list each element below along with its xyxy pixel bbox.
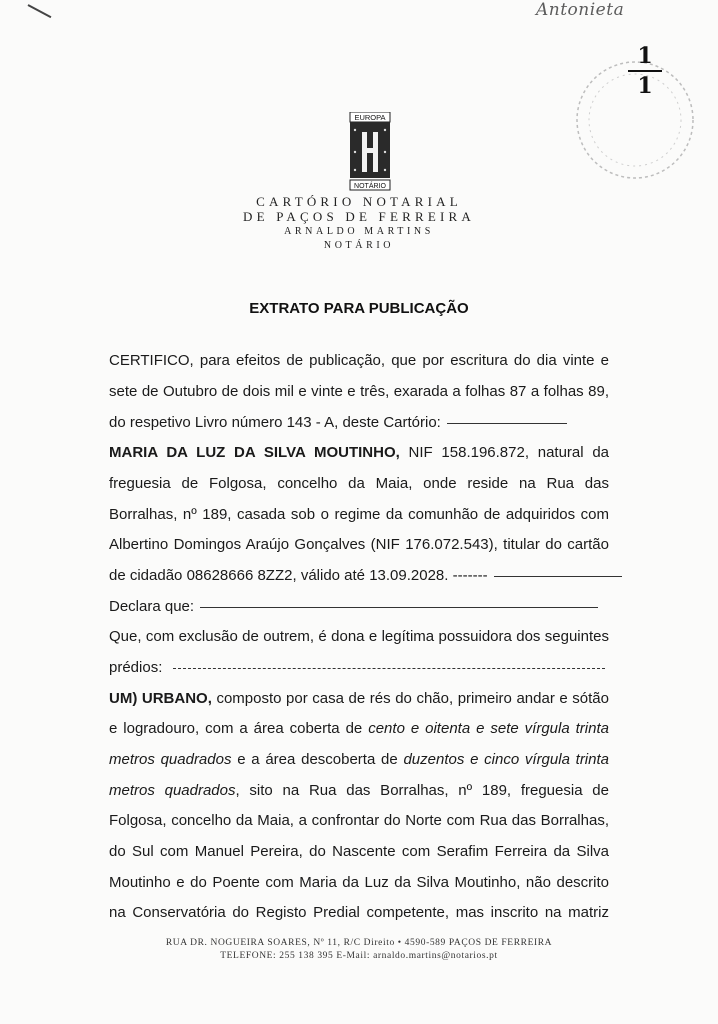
- footer-contact: TELEFONE: 255 138 395 E-Mail: arnaldo.martins@notarios.pt: [220, 951, 498, 961]
- body-line-15: [109, 782, 609, 799]
- body-line-9-text: Declara que:: [109, 598, 195, 615]
- grantor-name: MARIA DA LUZ DA SILVA MOUTINHO,: [109, 444, 400, 461]
- logo-bottom-text: NOTÁRIO: [354, 183, 386, 190]
- body-line-1: CERTIFICO, para efeitos de publicação, que por escritura do dia vinte e: [109, 352, 609, 369]
- fill-line: [447, 423, 567, 424]
- body-line-7: Albertino Domingos Araújo Gonçalves (NIF 176.072.543), titular do cartão: [109, 536, 609, 553]
- fill-line: [173, 668, 605, 669]
- body-line-12-text: composto por casa de rés do chão, primeiro andar e sótão: [211, 690, 609, 707]
- body-line-14-text: e a área descoberta de: [231, 751, 404, 768]
- body-line-4-text: NIF 158.196.872, natural da: [399, 444, 609, 461]
- logo-top-text: EUROPA: [354, 113, 386, 122]
- property-label: UM) URBANO,: [109, 690, 212, 707]
- body-line-5: freguesia de Folgosa, concelho da Maia, onde reside na Rua das: [109, 475, 609, 492]
- page-number-handwritten: [615, 44, 675, 114]
- handwritten-name: Antonieta: [536, 0, 625, 20]
- notary-title: NOTÁRIO: [323, 240, 395, 251]
- pen-mark: [28, 4, 52, 18]
- body-line-12: [109, 690, 609, 707]
- body-line-2: sete de Outubro de dois mil e vinte e três, exarada a folhas 87 a folhas 89,: [109, 383, 609, 400]
- office-name-line2: DE PAÇOS DE FERREIRA: [243, 209, 475, 224]
- body-line-3: [109, 414, 609, 431]
- body-line-9: [109, 598, 609, 615]
- page-number: 1: [637, 43, 653, 69]
- body-line-13: [109, 720, 609, 737]
- body-line-19: na Conservatória do Registo Predial competente, mas inscrito na matriz: [109, 904, 609, 921]
- unit-words: metros quadrados: [109, 751, 232, 768]
- body-line-3-text: do respetivo Livro número 143 - A, deste Cartório:: [109, 414, 441, 431]
- uncovered-area-words: duzentos e cinco vírgula trinta: [403, 751, 609, 768]
- body-line-6: Borralhas, nº 189, casada sob o regime da comunhão de adquiridos com: [109, 506, 609, 523]
- page-total: 1: [637, 73, 653, 99]
- body-line-11-text: prédios:: [109, 659, 167, 676]
- body-line-10: Que, com exclusão de outrem, é dona e legítima possuidora dos seguintes: [109, 628, 609, 645]
- unit-words: metros quadrados: [109, 782, 236, 799]
- body-line-18: Moutinho e do Poente com Maria da Luz da Silva Moutinho, não descrito: [109, 874, 609, 891]
- notary-name: ARNALDO MARTINS: [284, 226, 434, 237]
- fill-line: [494, 576, 622, 577]
- body-line-11: [109, 659, 609, 676]
- footer-address: RUA DR. NOGUEIRA SOARES, Nº 11, R/C Direito • 4590-589 PAÇOS DE FERREIRA: [165, 938, 553, 948]
- body-line-13-text: e logradouro, com a área coberta de: [109, 720, 369, 737]
- body-line-14: [109, 751, 609, 768]
- covered-area-words: cento e oitenta e sete vírgula trinta: [368, 720, 609, 737]
- fraction-bar: [628, 70, 662, 72]
- body-line-8-text: de cidadão 08628666 8ZZ2, válido até 13.09.2028. -------: [109, 567, 488, 584]
- body-line-15-text: , sito na Rua das Borralhas, nº 189, freguesia de: [235, 782, 609, 799]
- body-line-8: [109, 567, 609, 584]
- document-title: EXTRATO PARA PUBLICAÇÃO: [249, 300, 469, 317]
- body-line-4: [109, 444, 609, 461]
- office-name-line1: CARTÓRIO NOTARIAL: [256, 194, 462, 209]
- europa-notario-logo: [346, 112, 394, 192]
- body-line-17: do Sul com Manuel Pereira, do Nascente com Serafim Ferreira da Silva: [109, 843, 609, 860]
- fill-line: [200, 607, 598, 608]
- body-line-16: Folgosa, concelho da Maia, a confrontar do Norte com Rua das Borralhas,: [109, 812, 609, 829]
